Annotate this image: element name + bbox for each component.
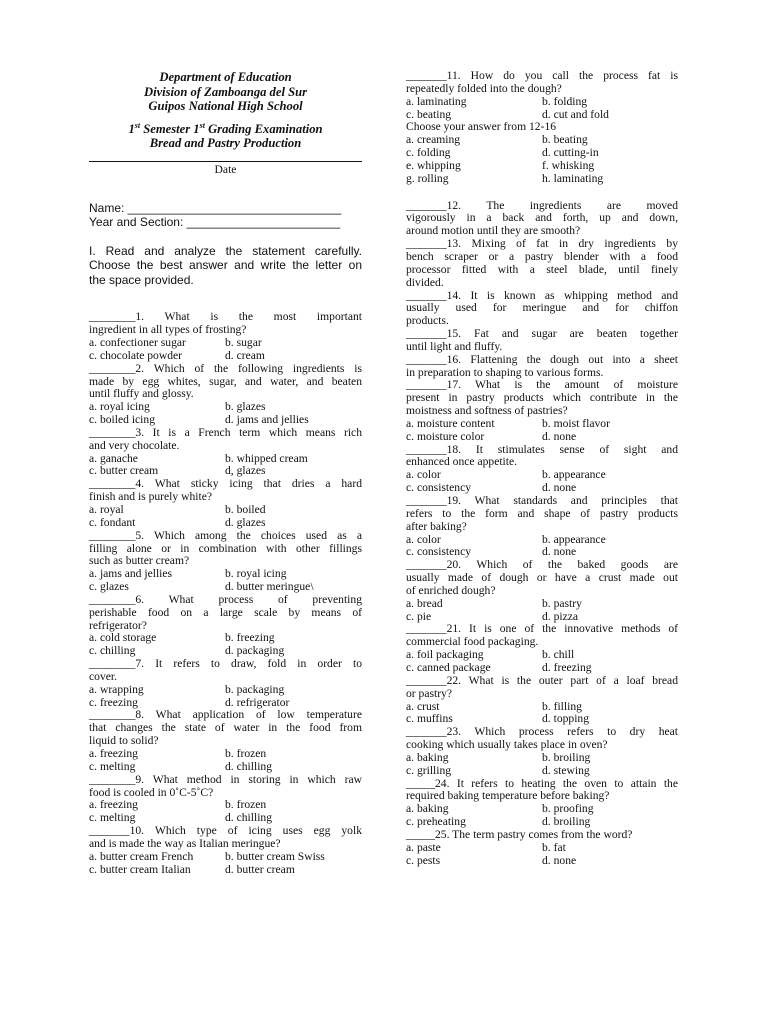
choice: d. cream (225, 348, 265, 362)
question-text: and is made the way as Italian meringue? (89, 836, 281, 850)
choice: c. melting (89, 759, 136, 773)
question-text: food is cooled in 0˚C-5˚C? (89, 785, 214, 799)
instructions-line: I. Read and analyze the statement carefully. (89, 243, 362, 258)
choice: b. royal icing (225, 567, 287, 581)
question-11 (406, 70, 678, 121)
choice: b. whipped cream (225, 451, 308, 465)
question-text: refers to the form and shape of pastry products (406, 506, 678, 520)
choice: d. none (542, 481, 577, 495)
choice-row (406, 431, 678, 444)
choice: a. freezing (89, 747, 138, 760)
choice-row (89, 517, 362, 530)
question-17 (406, 379, 678, 443)
division-heading: Division of Zamboanga del Sur (143, 84, 308, 99)
year-section-field[interactable]: Year and Section: _______________________ (89, 215, 341, 230)
question-text: ________7. It refers to draw, fold in order to (89, 657, 362, 671)
choice: b. frozen (225, 747, 267, 760)
choice: a. confectioner sugar (89, 336, 186, 349)
choice: c. boiled icing (89, 413, 156, 427)
question-text: enhanced once appetite. (406, 455, 518, 469)
choice-row (406, 147, 678, 160)
choice-row (89, 748, 362, 761)
choice: b. freezing (225, 631, 275, 645)
choice: c. melting (89, 811, 136, 825)
choice: c. freezing (89, 695, 138, 709)
question-text: _______17. What is the amount of moisture (406, 378, 678, 392)
question-text: such as butter cream? (89, 554, 190, 568)
question-5 (89, 530, 362, 594)
question-text: finish and is purely white? (89, 490, 212, 504)
question-16 (406, 354, 678, 380)
question-text: products. (406, 314, 449, 328)
choice: g. rolling (406, 171, 449, 185)
question-text: _______16. Flattening the dough out into a sheet (406, 352, 678, 366)
choice: a. foil packaging (406, 648, 484, 662)
school-heading: Guipos National High School (148, 99, 303, 114)
choice: a. bread (406, 596, 443, 610)
question-text: present in pastry products which contribute in the (406, 391, 678, 405)
date-label: Date (214, 162, 237, 176)
choice: a. butter cream French (89, 849, 194, 863)
question-24 (406, 778, 678, 829)
choice: d. butter meringue\ (225, 580, 314, 594)
choice: d. none (542, 545, 577, 559)
choice: d. cutting-in (542, 146, 599, 160)
choice: d. butter cream (225, 862, 295, 876)
question-text: filling alone or in combination with other fillings (89, 541, 362, 555)
question-text: bench scraper or a pastry blender with a food (406, 249, 678, 263)
question-text: _______18. It stimulates sense of sight and (406, 442, 678, 456)
choice: b. beating (542, 133, 588, 147)
choice: c. grilling (406, 763, 452, 777)
question-13 (406, 238, 678, 289)
choice-row (406, 816, 678, 829)
choice-row (89, 864, 362, 877)
question-text: _______23. Which process refers to dry heat (406, 725, 678, 739)
choice: c. canned package (406, 660, 491, 674)
question-text: liquid to solid? (89, 734, 159, 748)
question-23 (406, 726, 678, 777)
choice: b. moist flavor (542, 416, 610, 430)
question-7 (89, 658, 362, 709)
choices-box-12-16 (406, 121, 678, 185)
choice-row (89, 581, 362, 594)
choice: c. moisture color (406, 429, 485, 443)
choice: d. broiling (542, 815, 591, 829)
choice: d. none (542, 429, 577, 443)
choice: f. whisking (542, 158, 595, 172)
question-text: that changes the state of water in the food from (89, 721, 362, 735)
question-text: around motion until they are smooth? (406, 224, 581, 238)
choice-row (89, 337, 362, 350)
choice: d. pizza (542, 609, 579, 623)
choice-row (89, 504, 362, 517)
question-text: _______20. Which of the baked goods are (406, 558, 678, 572)
question-25 (406, 829, 678, 868)
question-3 (89, 427, 362, 478)
choice: b. proofing (542, 802, 594, 816)
choice-row (406, 173, 678, 186)
choice: e. whipping (406, 158, 461, 172)
question-text: of enriched dough? (406, 583, 496, 597)
choice: b. appearance (542, 468, 606, 482)
subject-title: Bread and Pastry Production (149, 136, 302, 151)
choice: a. color (406, 532, 441, 546)
dept-heading: Department of Education (159, 70, 292, 84)
choice: h. laminating (542, 171, 604, 185)
question-text: perishable food on a large scale by means of (89, 605, 362, 619)
choice-row (406, 662, 678, 675)
question-text: ________6. What process of preventing (89, 592, 362, 606)
question-text: ________1. What is the most important (89, 310, 362, 324)
choice: a. moisture content (406, 416, 495, 430)
question-text: _______21. It is one of the innovative methods of (406, 622, 678, 636)
question-text: ________2. Which of the following ingredients is (89, 361, 362, 375)
choice: d. none (542, 853, 577, 867)
choice: a. laminating (406, 94, 467, 108)
question-text: _______19. What standards and principles that (406, 494, 678, 507)
choice-row (406, 752, 678, 765)
question-text: ________3. It is a French term which means rich (89, 425, 362, 439)
question-text: and very chocolate. (89, 438, 180, 452)
question-20 (406, 559, 678, 623)
choice: a. baking (406, 802, 449, 816)
choice-row (406, 160, 678, 173)
instructions-line: the space provided. (89, 272, 194, 287)
question-text: ________5. Which among the choices used as a (89, 528, 362, 542)
question-15 (406, 328, 678, 354)
choice: b. broiling (542, 750, 591, 764)
choice: a. creaming (406, 133, 461, 147)
choice: a. jams and jellies (89, 567, 173, 581)
choice: b. folding (542, 94, 588, 108)
choice: c. chocolate powder (89, 348, 183, 362)
question-text: _____25. The term pastry comes from the word? (406, 827, 633, 841)
choice: a. royal (89, 502, 124, 516)
choice-row (406, 598, 678, 611)
choice-row (89, 350, 362, 363)
choice: d. glazes (225, 515, 266, 529)
question-8 (89, 709, 362, 773)
question-text: refrigerator? (89, 618, 147, 632)
choice: a. cold storage (89, 631, 157, 645)
choice-row (406, 855, 678, 868)
choice: c. chilling (89, 644, 136, 658)
question-text: _______13. Mixing of fat in dry ingredients by (406, 237, 678, 251)
choice: c. fondant (89, 515, 136, 529)
question-text: or pastry? (406, 686, 453, 700)
question-text: usually used for meringue and for chiffon (406, 301, 678, 315)
choice: d. refrigerator (225, 695, 290, 709)
question-6 (89, 594, 362, 658)
question-14 (406, 290, 678, 329)
divider-line (89, 161, 362, 162)
question-text: required baking temperature before baking? (406, 789, 610, 803)
question-text: _______12. The ingredients are moved (406, 198, 678, 212)
choice: c. muffins (406, 712, 453, 726)
choice: c. preheating (406, 815, 466, 829)
choice: b. frozen (225, 798, 267, 812)
question-text: divided. (406, 275, 444, 289)
question-2 (89, 363, 362, 427)
choice-row (406, 418, 678, 431)
instructions-line: Choose the best answer and write the letter on (89, 258, 362, 273)
choice: a. color (406, 468, 441, 482)
choice-row (89, 414, 362, 427)
choice-row (89, 684, 362, 697)
choice: b. chill (542, 648, 575, 662)
question-text: repeatedly folded into the dough? (406, 81, 562, 95)
choice: b. appearance (542, 532, 606, 546)
question-10 (89, 825, 362, 876)
choice: d. topping (542, 712, 590, 726)
choice-row (406, 96, 678, 109)
choice: c. pie (406, 609, 432, 623)
choice: a. royal icing (89, 400, 150, 414)
question-text: vigorously in a back and forth, up and down, (406, 211, 678, 225)
choice: c. consistency (406, 481, 472, 495)
question-text: until fluffy and glossy. (89, 387, 194, 401)
choice: b. fat (542, 840, 566, 854)
choices-instruction: Choose your answer from 12-16 (406, 120, 557, 134)
name-field[interactable]: Name: ________________________________ (89, 200, 342, 215)
question-18 (406, 444, 678, 495)
question-text: ________8. What application of low temperature (89, 708, 362, 722)
choice: d. freezing (542, 660, 592, 674)
choice: b. sugar (225, 336, 262, 349)
question-9 (89, 774, 362, 825)
choice: d. cut and fold (542, 107, 609, 121)
question-text: _______22. What is the outer part of a loaf bread (406, 673, 678, 687)
question-22 (406, 675, 678, 726)
right-column (406, 70, 678, 867)
question-text: _______15. Fat and sugar are beaten together (406, 327, 678, 341)
choice: b. butter cream Swiss (225, 849, 325, 863)
choice-row (89, 851, 362, 864)
choice: a. freezing (89, 798, 138, 812)
choice: c. butter cream (89, 464, 159, 478)
exam-title: 1st Semester 1st Grading Examination (128, 120, 323, 136)
question-text: ingredient in all types of frosting? (89, 323, 247, 337)
question-text: cover. (89, 669, 118, 683)
question-text: ________4. What sticky icing that dries a hard (89, 477, 362, 491)
choice: a. ganache (89, 451, 138, 465)
choice: a. paste (406, 840, 441, 854)
choice: d, glazes (225, 464, 266, 478)
question-text: moistness and softness of pastries? (406, 404, 568, 418)
choice: c. pests (406, 853, 441, 867)
question-12 (406, 200, 678, 239)
choice-row (89, 761, 362, 774)
choice: c. butter cream Italian (89, 862, 191, 876)
choice: d. chilling (225, 759, 273, 773)
question-text: processor fitted with a steel blade, until finely (406, 262, 678, 276)
question-text: usually made of dough or have a crust made out (406, 571, 678, 585)
choice-row (406, 765, 678, 778)
left-column (89, 70, 362, 876)
choice: b. packaging (225, 682, 285, 696)
question-4 (89, 478, 362, 529)
question-text: _____24. It refers to heating the oven to attain the (406, 776, 678, 790)
choice: a. wrapping (89, 682, 144, 696)
question-text: made by egg whites, sugar, and water, and beaten (89, 374, 362, 388)
question-text: commercial food packaging. (406, 635, 539, 649)
question-1 (89, 311, 362, 362)
question-text: _______11. How do you call the process fat is (406, 69, 678, 82)
choice: c. beating (406, 107, 452, 121)
question-text: _______10. Which type of icing uses egg yolk (89, 824, 362, 838)
choice: a. baking (406, 750, 449, 764)
choice-row (406, 842, 678, 855)
choice: c. folding (406, 146, 451, 160)
choice: c. consistency (406, 545, 472, 559)
question-text: ________9. What method in storing in which raw (89, 772, 362, 786)
choice: c. glazes (89, 580, 129, 594)
choice: d. stewing (542, 763, 590, 777)
question-text: _______14. It is known as whipping method and (406, 288, 678, 302)
choice: d. chilling (225, 811, 273, 825)
question-21 (406, 623, 678, 674)
choice: d. jams and jellies (225, 413, 309, 427)
choice: b. pastry (542, 596, 582, 610)
choice: d. packaging (225, 644, 285, 658)
choice: b. filling (542, 699, 582, 713)
choice: a. crust (406, 699, 440, 713)
question-text: in preparation to shaping to various forms. (406, 365, 604, 379)
choice: b. glazes (225, 400, 266, 414)
question-text: until light and fluffy. (406, 339, 503, 353)
question-text: after baking? (406, 519, 467, 533)
question-text: cooking which usually takes place in oven? (406, 738, 608, 752)
choice: b. boiled (225, 502, 266, 516)
question-19 (406, 495, 678, 559)
